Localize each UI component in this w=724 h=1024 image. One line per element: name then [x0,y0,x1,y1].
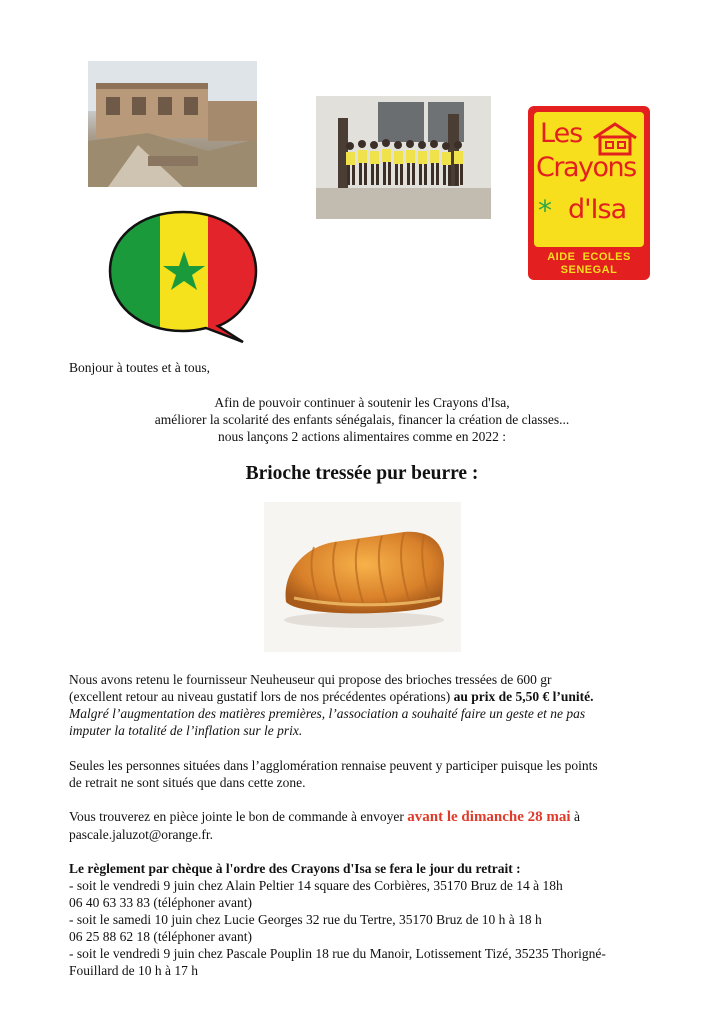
description-line-3: Malgré l’augmentation des matières premières, l’association a souhaité faire un geste et ne pas [69,706,586,721]
brioche-photo [264,502,461,652]
payment-line: Fouillard de 10 h à 17 h [69,963,198,978]
description-line-2-plain: (excellent retour au niveau gustatif lors de nos précédentes opérations) [69,689,454,704]
payment-heading: Le règlement par chèque à l'ordre des Crayons d'Isa se fera le jour du retrait : [69,861,521,876]
area-line-2: de retrait ne sont situés que dans cette zone. [69,775,306,790]
logo-line-disa: d'Isa [568,194,627,225]
description-line-2 [69,688,594,705]
payment-line: 06 40 63 33 83 (téléphoner avant) [69,895,252,910]
logo-tagline-1: AIDE ECOLES [547,251,631,263]
les-crayons-disa-logo [528,106,650,280]
area-line-1: Seules les personnes situées dans l’agglomération rennaise peuvent y participer puisque les points [69,758,598,773]
payment-line: 06 25 88 62 18 (téléphoner avant) [69,929,252,944]
order-line-1-plain: Vous trouverez en pièce jointe le bon de commande à envoyer [69,809,408,824]
payment-line: - soit le vendredi 9 juin chez Alain Peltier 14 square des Corbières, 35170 Bruz de 14 à 18h [69,878,563,893]
description-line-4: imputer la totalité de l’inflation sur le prix. [69,723,303,738]
children-group-photo [316,96,491,219]
price-text: au prix de 5,50 € l’unité. [453,689,594,704]
logo-yellow-panel [534,112,644,247]
house-icon [592,122,638,156]
order-line-1 [69,808,580,826]
intro-line-2: améliorer la scolarité des enfants sénégalais, financer la création de classes... [154,412,570,427]
logo-tagline-2: SENEGAL [560,264,618,276]
intro-line-3: nous lançons 2 actions alimentaires comme en 2022 : [218,429,506,444]
logo-line-les: Les [540,118,583,149]
description-line-1: Nous avons retenu le fournisseur Neuheuseur qui propose des brioches tressées de 600 gr [69,672,552,687]
order-email: pascale.jaluzot@orange.fr. [69,827,213,842]
order-deadline: avant le dimanche 28 mai [407,809,571,825]
order-line-1-end: à [570,809,580,824]
payment-line: - soit le samedi 10 juin chez Lucie Georges 32 rue du Tertre, 35170 Bruz de 10 h à 18 h [69,912,542,927]
payment-line: - soit le vendredi 9 juin chez Pascale Pouplin 18 rue du Manoir, Lotissement Tizé, 35235 Thorigné- [69,946,606,961]
greeting-text: Bonjour à toutes et à tous, [69,360,210,375]
senegal-flag-speech-bubble [108,209,258,344]
asterisk-icon: * [538,194,552,227]
product-title: Brioche tressée pur beurre : [245,463,479,484]
intro-line-1: Afin de pouvoir continuer à soutenir les Crayons d'Isa, [214,395,510,410]
logo-line-crayons: Crayons [536,152,636,183]
construction-photo [88,61,257,187]
